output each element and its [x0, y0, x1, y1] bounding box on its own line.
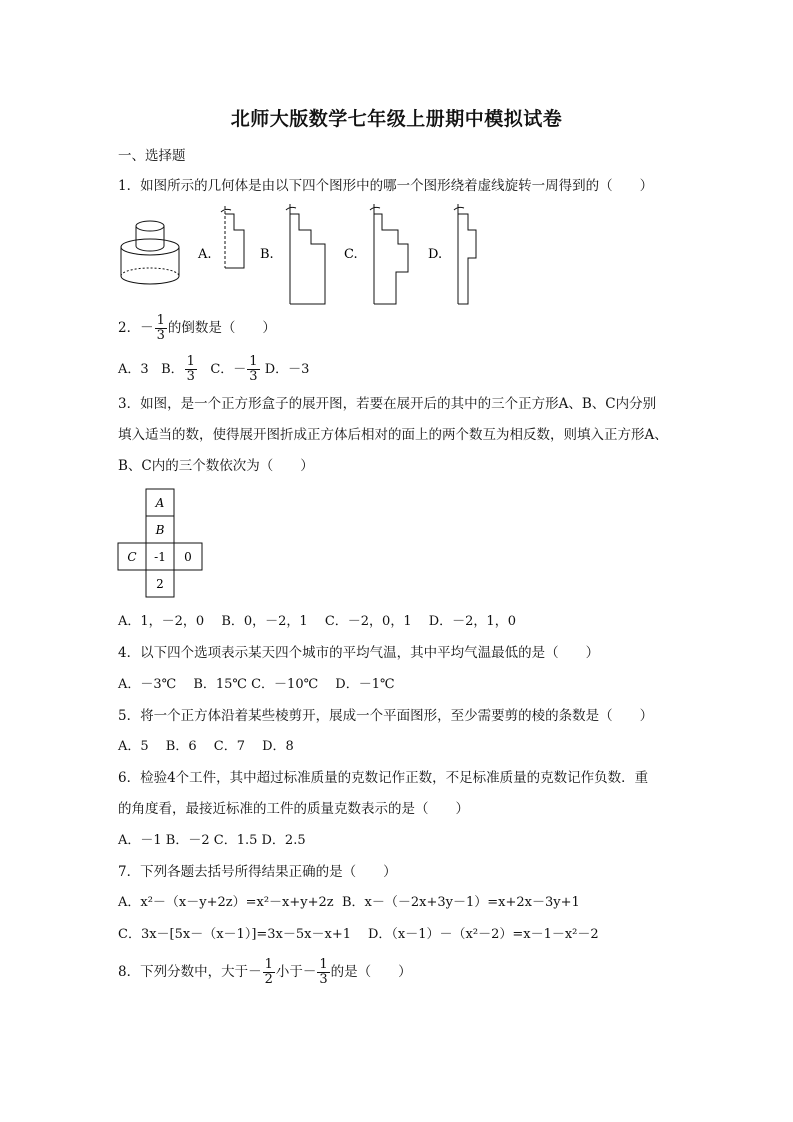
question-3-options: A．1，－2，0 B．0，－2，1 C．－2，0，1 D．－2，1，0: [118, 614, 516, 629]
net-cell-c: C: [127, 550, 137, 564]
q2-option-c-num: 1: [249, 354, 258, 369]
q2-option-d: D．－3: [264, 362, 310, 377]
question-7-stem: 7．下列各题去括号所得结果正确的是（ ）: [118, 864, 397, 880]
net-cell-b: B: [155, 523, 165, 537]
q1-figure: [118, 200, 498, 308]
section-heading: 一、选择题: [118, 148, 186, 164]
q1-option-b-shape: [286, 204, 325, 304]
q2-option-c-prefix: C．－: [210, 362, 247, 377]
question-4-stem: 4．以下四个选项表示某天四个城市的平均气温，其中平均气温最低的是（ ）: [118, 645, 600, 661]
q8-f1-den: 2: [264, 972, 273, 987]
q7-option-d: D．（x－1）－（x²－2）=x－1－x²－2: [368, 927, 599, 942]
net-cell-minus-one: -1: [154, 550, 166, 564]
question-3-line-1: 3．如图，是一个正方形盒子的展开图，若要在展开后的其中的三个正方形A、B、C内分别: [118, 396, 657, 412]
q2-option-a: A．3: [118, 362, 149, 377]
q1-option-a-label: A.: [198, 247, 212, 262]
net-cell-two: 2: [156, 577, 164, 591]
q8-suffix: 的是（ ）: [330, 964, 412, 980]
question-1-stem: 1．如图所示的几何体是由以下四个图形中的哪一个图形绕着虚线旋转一周得到的（ ）: [118, 178, 654, 194]
q8-fraction-2: [317, 958, 329, 987]
q1-option-b-label: B.: [260, 247, 274, 262]
q2-option-b-prefix: B．: [161, 362, 184, 377]
question-8-stem: [118, 958, 412, 987]
q7-option-a: A．x²－（x－y+2z）=x²－x+y+2z: [118, 895, 334, 910]
q2-option-b-num: 1: [186, 354, 195, 369]
q8-f2-den: 3: [319, 972, 328, 987]
q1-option-d-shape: [454, 204, 476, 304]
q2-option-b-fraction: [185, 355, 197, 384]
net-cell-a: A: [155, 496, 165, 510]
net-cell-zero: 0: [184, 550, 192, 564]
cube-net-figure: [118, 489, 202, 597]
q1-option-c-shape: [370, 204, 408, 304]
q1-option-d-label: D.: [428, 247, 443, 262]
stacked-cylinder-solid: [121, 221, 179, 284]
q2-prefix: 2．－: [118, 320, 154, 336]
page-title: 北师大版数学七年级上册期中模拟试卷: [230, 108, 563, 130]
question-5-options: A．5 B．6 C．7 D．8: [118, 739, 294, 754]
question-6-options: A．－1 B．－2 C．1.5 D．2.5: [118, 833, 306, 848]
question-3-line-2: 填入适当的数，使得展开图折成正方体后相对的面上的两个数互为相反数，则填入正方形A、: [118, 427, 668, 443]
question-6-line-2: 的角度看，最接近标准的工件的质量克数表示的是（ ）: [118, 801, 469, 817]
q2-option-c-fraction: [247, 355, 259, 384]
q8-f2-num: 1: [319, 957, 328, 972]
q2-frac-num: 1: [156, 313, 165, 328]
q7-option-b: B．x－（－2x+3y－1）=x+2x－3y+1: [342, 895, 580, 910]
question-5-stem: 5．将一个正方体沿着某些棱剪开，展成一个平面图形，至少需要剪的棱的条数是（ ）: [118, 708, 654, 724]
question-6-line-1: 6．检验4个工件，其中超过标准质量的克数记作正数，不足标准质量的克数记作负数．重: [118, 770, 649, 786]
q2-option-b-den: 3: [186, 369, 195, 384]
question-4-options: A．－3℃ B．15℃ C．－10℃ D．－1℃: [118, 677, 395, 692]
question-3-line-3: B、C内的三个数依次为（ ）: [118, 458, 314, 474]
q1-option-a-shape: [221, 206, 244, 268]
q8-mid: 小于－: [275, 964, 317, 980]
q2-suffix: 的倒数是（ ）: [167, 320, 276, 336]
q2-fraction: [155, 314, 167, 343]
q7-option-c: C．3x－[5x－（x－1）]=3x－5x－x+1: [118, 927, 351, 942]
q8-prefix: 8．下列分数中，大于－: [118, 964, 262, 980]
q2-frac-den: 3: [156, 328, 165, 343]
q1-option-c-label: C.: [344, 247, 358, 262]
q8-fraction-1: [263, 958, 275, 987]
q8-f1-num: 1: [264, 957, 273, 972]
question-2-stem: [118, 314, 276, 343]
question-2-options: [118, 355, 309, 384]
q2-option-c-den: 3: [249, 369, 258, 384]
